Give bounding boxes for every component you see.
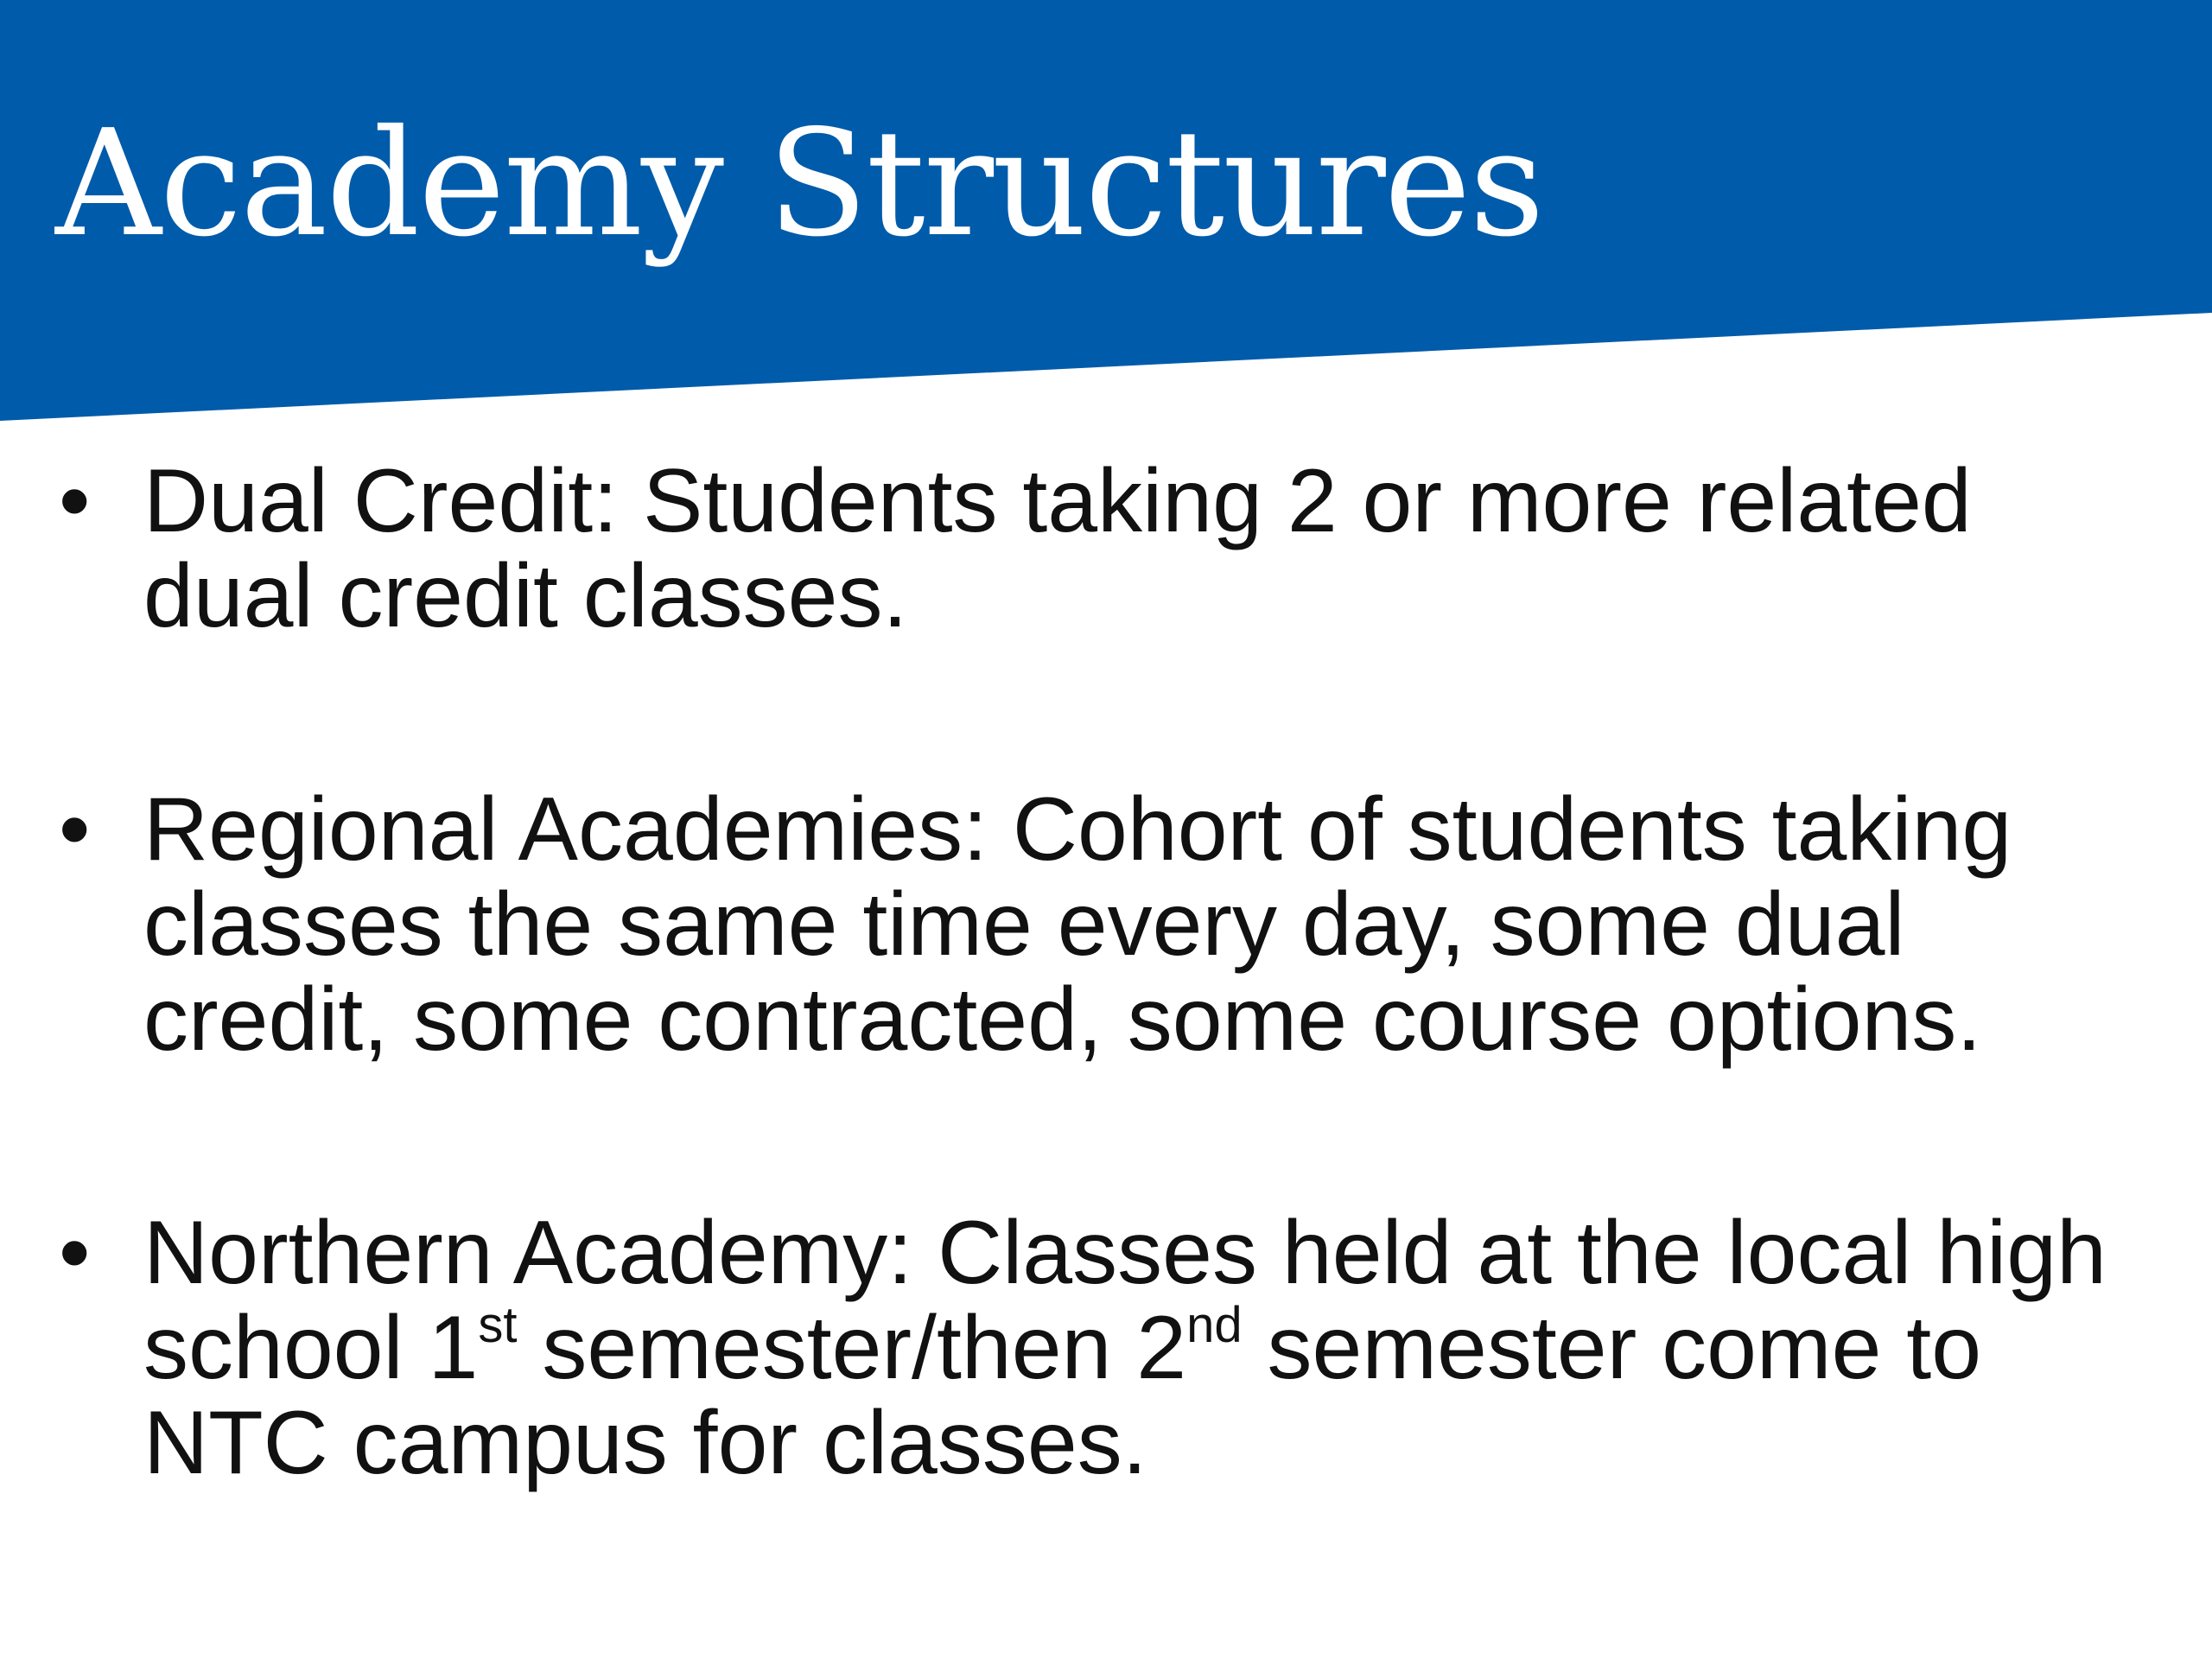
bullet-marker: • [59,1203,91,1303]
bullet-item-northern-academy [55,1205,2164,1491]
ordinal-suffix: st [478,1297,518,1353]
bullet-text: Regional Academies: Cohort of students taking classes the same time every day, some dual credit, some contracted, some course options. [143,779,2012,1070]
ordinal-suffix: nd [1186,1297,1243,1353]
slide-title: Academy Structures [55,99,1543,270]
bullet-text: Dual Credit: Students taking 2 or more related dual credit classes. [143,451,1972,646]
bullet-marker: • [59,451,91,551]
bullet-marker: • [59,779,91,880]
bullet-text-part: semester/then 2 [517,1298,1187,1398]
bullet-text-part: semester come to NTC campus for classes. [143,1298,1982,1493]
bullet-text-part: Northern Academy: Classes held at the local high school 1 [143,1203,2107,1398]
bullet-list [55,451,2164,1493]
bullet-item-dual-credit [55,451,2164,646]
bullet-item-regional-academies [55,779,2164,1070]
